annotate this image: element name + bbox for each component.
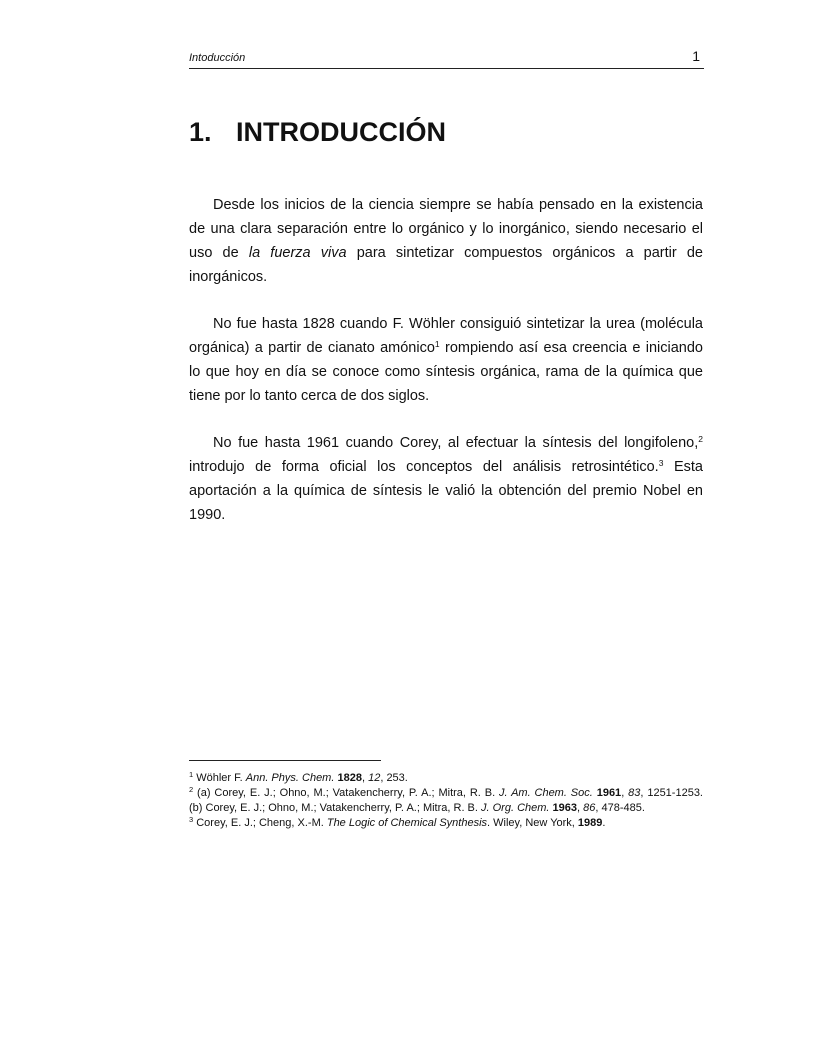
page-number: 1 xyxy=(692,48,700,64)
paragraph-1-text-a: Desde los inicios de la ciencia siempre se había pensado en la existencia de una clara separación entre lo orgánico y lo inorgánico, siendo necesario el uso de xyxy=(189,197,703,261)
footnote-2-journal-a: J. Am. Chem. Soc. xyxy=(499,787,593,799)
footnote-2-authors-a: (a) Corey, E. J.; Ohno, M.; Vatakencherry, P. A.; Mitra, R. B. xyxy=(193,787,500,799)
footnote-1-journal: Ann. Phys. Chem. xyxy=(245,772,335,784)
paragraph-2-text-b: rompiendo así esa creencia e iniciando lo que hoy en día se conoce como síntesis orgánica, rama de la química que tiene por lo tanto cerca de dos siglos. xyxy=(189,340,704,404)
footnote-2-year-a: 1961 xyxy=(596,787,622,799)
footnotes xyxy=(189,771,703,831)
running-header-title: Intoducción xyxy=(189,52,246,64)
footnote-1 xyxy=(189,771,703,786)
footnote-2-pages-b: , 478-485. xyxy=(595,802,645,814)
paragraph-2-text-a: No fue hasta 1828 cuando F. Wöhler consiguió sintetizar la urea (molécula orgánica) a partir de cianato amónico xyxy=(189,316,703,356)
footnote-ref-2[interactable]: 2 xyxy=(698,434,703,444)
chapter-number: 1. xyxy=(189,117,212,147)
paragraph-2 xyxy=(189,312,703,408)
paragraph-1-emphasis: la fuerza viva xyxy=(248,245,347,261)
body-text xyxy=(189,193,703,550)
footnote-1-sep-b: , xyxy=(361,772,369,784)
footnote-2 xyxy=(189,786,703,816)
chapter-title xyxy=(189,117,446,148)
paragraph-3-text-b: introdujo de forma oficial los conceptos del análisis retrosintético. xyxy=(189,459,659,475)
footnote-2-pages-a-authors-b: , 1251-1253. (b) Corey, E. J.; Ohno, M.; Vatakencherry, P. A.; Mitra, R. B. xyxy=(189,787,703,814)
footnote-3-end: . xyxy=(602,817,606,829)
footnote-2-sep-d: , xyxy=(577,802,584,814)
footnote-3-book: The Logic of Chemical Synthesis xyxy=(326,817,488,829)
footnote-3-mark: 3 xyxy=(189,815,194,824)
footnote-2-sep-b: , xyxy=(621,787,629,799)
paragraph-3-text-a: No fue hasta 1961 cuando Corey, al efectuar la síntesis del longifoleno, xyxy=(213,435,699,451)
running-header xyxy=(189,50,704,69)
paragraph-3-text-c: Esta aportación a la química de síntesis le valió la obtención del premio Nobel en 1990. xyxy=(189,459,703,523)
footnote-3-authors: Corey, E. J.; Cheng, X.-M. xyxy=(193,817,327,829)
footnote-3-publisher: . Wiley, New York, xyxy=(487,817,578,829)
footnote-2-journal-b: J. Org. Chem. xyxy=(481,802,550,814)
footnote-3 xyxy=(189,816,703,831)
footnote-1-year: 1828 xyxy=(337,772,362,784)
footnote-3-year: 1989 xyxy=(577,817,603,829)
paragraph-1 xyxy=(189,193,703,289)
footnote-separator xyxy=(189,760,381,761)
footnote-ref-3[interactable]: 3 xyxy=(658,458,664,468)
footnote-2-volume-a: 83 xyxy=(628,787,641,799)
paragraph-1-text-c: para sintetizar compuestos orgánicos a partir de inorgánicos. xyxy=(189,245,703,285)
footnote-2-volume-b: 86 xyxy=(583,802,596,814)
footnote-ref-1[interactable]: 1 xyxy=(434,339,440,349)
footnote-1-volume: 12 xyxy=(368,772,381,784)
footnote-1-pages: , 253. xyxy=(380,772,408,784)
chapter-title-text: INTRODUCCIÓN xyxy=(236,117,446,147)
paragraph-3 xyxy=(189,431,703,527)
footnote-2-mark: 2 xyxy=(189,785,194,794)
footnote-1-authors: Wöhler F. xyxy=(193,772,246,784)
footnote-1-mark: 1 xyxy=(189,770,194,779)
footnote-2-year-b: 1963 xyxy=(552,802,578,814)
